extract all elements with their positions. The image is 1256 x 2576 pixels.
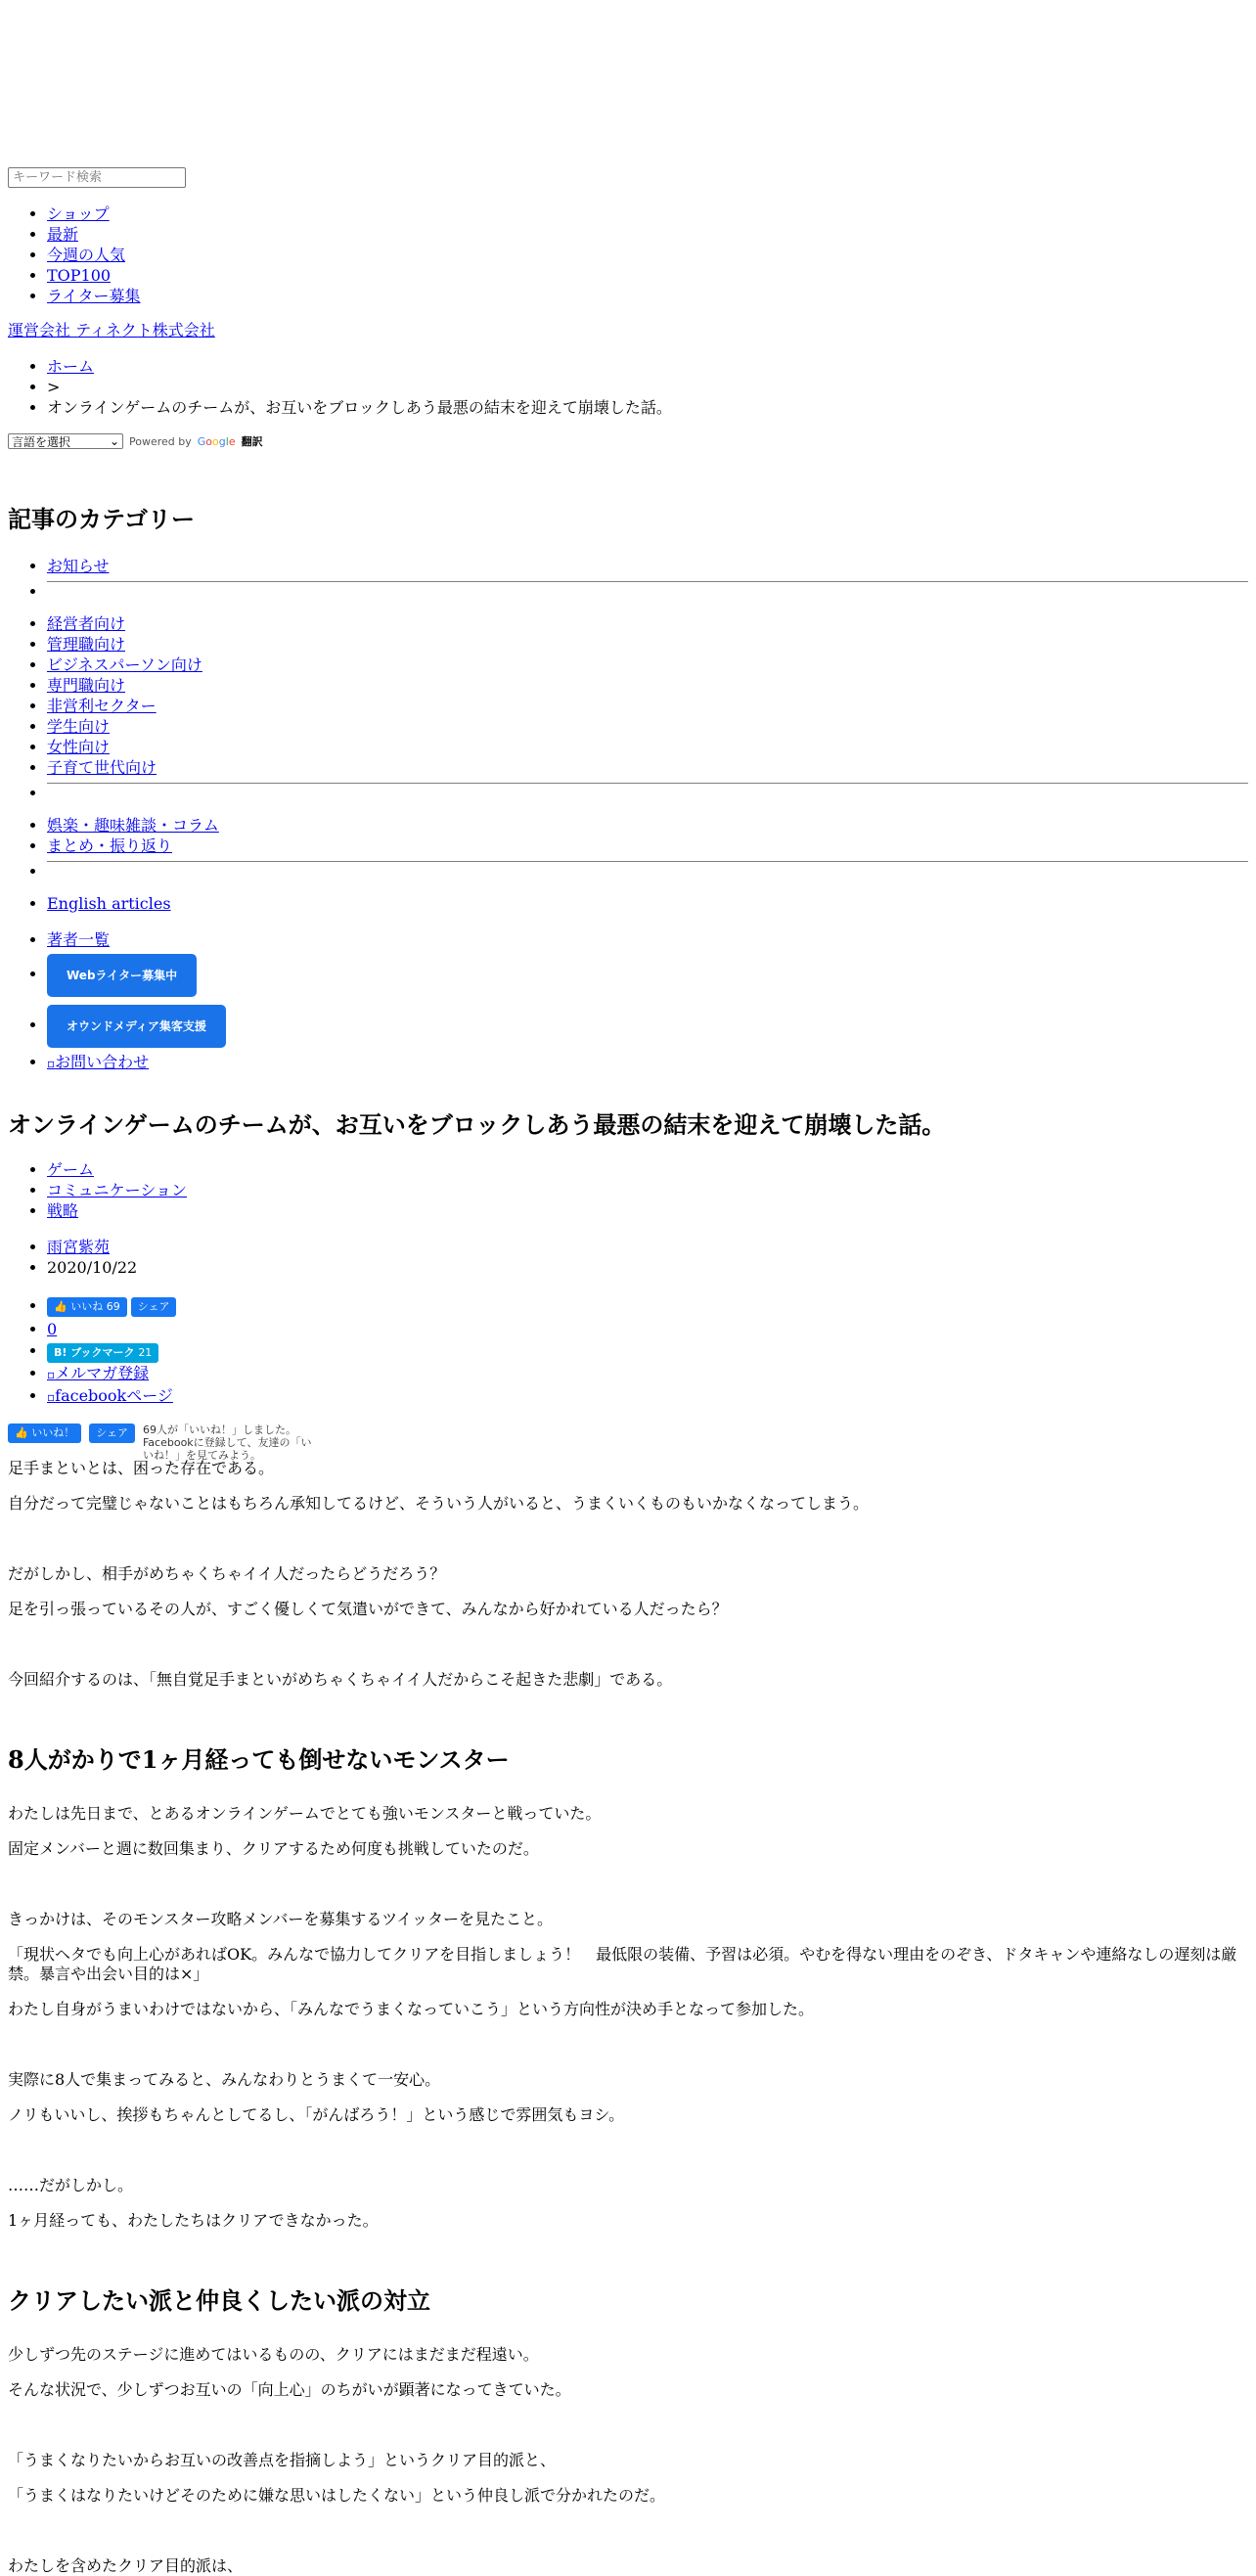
powered-by-text: Powered by xyxy=(129,434,192,448)
spacer xyxy=(8,1875,1248,1894)
paragraph: わたしを含めたクリア目的派は、 xyxy=(8,2556,244,2575)
category-link[interactable]: 子育て世代向け xyxy=(47,758,157,777)
spacer xyxy=(8,1529,1248,1549)
nav-item-latest xyxy=(47,224,1248,245)
paragraph: きっかけは、そのモンスター攻略メンバーを募集するツイッターを見たこと。 xyxy=(8,1910,553,1928)
category-item xyxy=(47,675,1248,696)
category-link[interactable]: 学生向け xyxy=(47,717,111,736)
category-link[interactable]: まとめ・振り返り xyxy=(47,836,173,855)
top-nav xyxy=(8,203,1248,306)
fb-like-widget xyxy=(8,1424,1248,1462)
contact-link[interactable] xyxy=(47,1053,149,1071)
category-link[interactable]: 管理職向け xyxy=(47,635,126,654)
breadcrumb xyxy=(8,356,1248,418)
date-item: • 2020/10/22 xyxy=(47,1257,1248,1278)
hatena-item xyxy=(47,1339,1248,1363)
paragraph: 今回紹介するのは、「無自覚足手まといがめちゃくちゃイイ人だからこそ起きた悲劇」である。 xyxy=(8,1670,673,1689)
fb-share-item xyxy=(47,1293,1248,1319)
category-link[interactable]: ビジネスパーソン向け xyxy=(47,655,202,674)
article-meta xyxy=(8,1237,1248,1278)
paragraph: ……だがしかし。 xyxy=(8,2176,134,2194)
fb-like-text xyxy=(142,1424,319,1462)
category-link[interactable]: 娯楽・趣味雑談・コラム xyxy=(47,816,219,835)
fb-like-label-2: いいね！ xyxy=(31,1426,75,1439)
writer-recruit-button[interactable]: Webライター募集中 xyxy=(47,954,197,997)
category-item xyxy=(47,613,1248,634)
paragraph: 「うまくなりたいからお互いの改善点を指摘しよう」というクリア目的派と、 xyxy=(8,2451,557,2469)
fb-like-count: 69 xyxy=(106,1299,120,1313)
spacer xyxy=(8,2141,1248,2160)
fb-like-signup-text: Facebookに登録して、友達の「いいね！」を見てみよう。 xyxy=(142,1436,312,1462)
category-item xyxy=(47,836,1248,856)
paragraph: わたし自身がうまいわけではないから、「みんなでうまくなっていこう」という方向性が決め手となって参加した。 xyxy=(8,2000,815,2018)
paragraph: 「うまくはなりたいけどそのために嫌な思いはしたくない」という仲良し派で分かれたのだ。 xyxy=(8,2486,666,2505)
spacer xyxy=(8,2416,1248,2435)
contact-image-alt: お問い合わせ xyxy=(55,1053,150,1071)
authors-item xyxy=(47,929,1248,950)
author-item xyxy=(47,1237,1248,1257)
breadcrumb-separator: • > xyxy=(47,377,1248,397)
mailmag-image-alt: メルマガ登録 xyxy=(55,1364,150,1382)
mailmag-link[interactable] xyxy=(47,1364,149,1382)
broken-image-icon: ▫ xyxy=(47,1390,56,1404)
facebook-page-item xyxy=(47,1385,1248,1408)
hatena-bookmark-button[interactable] xyxy=(47,1343,158,1363)
category-link-english[interactable]: English articles xyxy=(47,894,171,913)
thumbs-up-icon: 👍 xyxy=(15,1426,28,1439)
article-title: オンラインゲームのチームが、お互いをブロックしあう最悪の結末を迎えて崩壊した話。 xyxy=(8,1111,946,1139)
category-item xyxy=(47,556,1248,576)
extra-links xyxy=(8,929,1248,1074)
author-link[interactable]: 雨宮紫苑 xyxy=(47,1238,111,1256)
category-item xyxy=(47,634,1248,655)
language-select[interactable] xyxy=(8,433,123,449)
nav-item-shop xyxy=(47,203,1248,224)
facebook-page-link[interactable] xyxy=(47,1386,173,1405)
nav-item-top100 xyxy=(47,265,1248,286)
broken-image-icon: ▫ xyxy=(47,1057,56,1070)
section-heading: 8人がかりで1ヶ月経っても倒せないモンスター xyxy=(8,1745,510,1774)
paragraph: 足を引っ張っているその人が、すごく優しくて気遣いができて、みんなから好かれている人だったら？ xyxy=(8,1600,728,1618)
category-link-news[interactable]: お知らせ xyxy=(47,557,110,575)
spacer xyxy=(8,1635,1248,1654)
tag-link-strategy[interactable]: 戦略 xyxy=(47,1201,79,1220)
tag-link-communication[interactable]: コミュニケーション xyxy=(47,1181,188,1199)
chevron-down-icon: ⌄ xyxy=(109,434,119,448)
article-body xyxy=(8,1459,1248,2576)
fb-like-button[interactable] xyxy=(47,1297,127,1317)
broken-image-icon: ▫ xyxy=(47,1368,56,1381)
breadcrumb-home-link[interactable]: ホーム xyxy=(47,357,95,376)
fb-like-button-2[interactable] xyxy=(8,1424,81,1443)
category-link[interactable]: 専門職向け xyxy=(47,676,126,695)
translate-link[interactable]: 翻訳 xyxy=(241,435,263,448)
category-divider-item xyxy=(47,783,1248,803)
category-item xyxy=(47,893,1248,914)
section-heading: クリアしたい派と仲良くしたい派の対立 xyxy=(8,2286,430,2315)
nav-link-latest[interactable]: 最新 xyxy=(47,225,79,244)
category-item xyxy=(47,696,1248,716)
share-list xyxy=(8,1293,1248,1408)
category-item xyxy=(47,737,1248,757)
paragraph: わたしは先日まで、とあるオンラインゲームでとても強いモンスターと戦っていた。 xyxy=(8,1804,602,1823)
fb-share-button[interactable]: シェア xyxy=(131,1297,177,1317)
nav-link-shop[interactable]: ショップ xyxy=(47,204,110,223)
company-row xyxy=(8,318,1248,340)
spacer xyxy=(8,2521,1248,2541)
contact-item xyxy=(47,1052,1248,1074)
paragraph: 実際に8人で集まってみると、みんなわりとうまくて一安心。 xyxy=(8,2070,441,2089)
media-support-button[interactable]: オウンドメディア集客支援 xyxy=(47,1005,226,1048)
paragraph: だがしかし、相手がめちゃくちゃイイ人だったらどうだろう？ xyxy=(8,1564,446,1583)
tag-item xyxy=(47,1200,1248,1221)
google-logo: Google xyxy=(197,434,236,448)
category-link[interactable]: 経営者向け xyxy=(47,614,126,633)
spacer xyxy=(8,2035,1248,2055)
article-tags xyxy=(8,1159,1248,1221)
fb-like-label: いいね xyxy=(70,1299,104,1313)
google-translate xyxy=(8,433,1248,449)
thumbs-up-icon: 👍 xyxy=(54,1299,67,1313)
category-divider-item xyxy=(47,861,1248,881)
fb-like-count-text: 69人が「いいね！」しました。 xyxy=(142,1424,296,1436)
category-item xyxy=(47,716,1248,737)
paragraph: 1ヶ月経っても、わたしたちはクリアできなかった。 xyxy=(8,2211,379,2230)
facebook-page-image-alt: facebookページ xyxy=(55,1386,173,1405)
paragraph: 「現状ヘタでも向上心があればOK。みんなで協力してクリアを目指しましょう！ 最低限の装備、予習は必須。やむを得ない理由をのぞき、ドタキャンや連絡なしの遅刻は厳禁。暴言や出会い目的は×」 xyxy=(8,1945,1237,1983)
mailmag-item xyxy=(47,1363,1248,1385)
media-support-item xyxy=(47,1001,1248,1052)
divider xyxy=(47,861,1248,862)
paragraph: 足手まといとは、困った存在である。 xyxy=(8,1459,275,1477)
comment-count-link[interactable]: 0 xyxy=(47,1320,58,1338)
paragraph: そんな状況で、少しずつお互いの「向上心」のちがいが顕著になってきていた。 xyxy=(8,2380,571,2399)
hatena-label: B! ブックマーク xyxy=(54,1346,135,1359)
nav-link-top100[interactable]: TOP100 xyxy=(47,266,112,285)
nav-link-writers[interactable]: ライター募集 xyxy=(47,287,141,305)
category-divider-item xyxy=(47,581,1248,602)
category-link[interactable]: 女性向け xyxy=(47,738,111,756)
tag-item xyxy=(47,1159,1248,1180)
category-link[interactable]: 非営利セクター xyxy=(47,697,157,715)
paragraph: 少しずつ先のステージに進めてはいるものの、クリアにはまだまだ程遠い。 xyxy=(8,2345,539,2364)
category-heading: 記事のカテゴリー xyxy=(8,505,196,533)
category-item xyxy=(47,655,1248,675)
authors-link[interactable]: 著者一覧 xyxy=(47,930,111,949)
search-input[interactable] xyxy=(8,167,186,188)
category-list xyxy=(8,556,1248,914)
hatena-count: 21 xyxy=(138,1346,153,1359)
writer-recruit-item xyxy=(47,950,1248,1001)
paragraph: 固定メンバーと週に数回集まり、クリアするため何度も挑戦していたのだ。 xyxy=(8,1839,539,1858)
divider xyxy=(47,783,1248,784)
category-item xyxy=(47,757,1248,778)
breadcrumb-current: • オンラインゲームのチームが、お互いをブロックしあう最悪の結末を迎えて崩壊した話。 xyxy=(47,397,1248,418)
language-select-label: 言語を選択 xyxy=(12,434,71,449)
company-link[interactable]: 運営会社 ティネクト株式会社 xyxy=(8,321,215,339)
paragraph: 自分だって完璧じゃないことはもちろん承知してるけど、そういう人がいると、うまくいくものもいかなくなってしまう。 xyxy=(8,1494,870,1513)
breadcrumb-home xyxy=(47,356,1248,377)
nav-item-writers xyxy=(47,286,1248,306)
comment-item xyxy=(47,1319,1248,1339)
tag-link-game[interactable]: ゲーム xyxy=(47,1160,95,1179)
nav-link-weekly[interactable]: 今週の人気 xyxy=(47,246,126,264)
category-item xyxy=(47,815,1248,836)
nav-item-weekly xyxy=(47,245,1248,265)
paragraph: ノリもいいし、挨拶もちゃんとしてるし、「がんばろう！」という感じで雰囲気もヨシ。 xyxy=(8,2105,625,2124)
fb-share-button-2[interactable]: シェア xyxy=(89,1424,135,1443)
tag-item xyxy=(47,1180,1248,1200)
divider xyxy=(47,581,1248,582)
